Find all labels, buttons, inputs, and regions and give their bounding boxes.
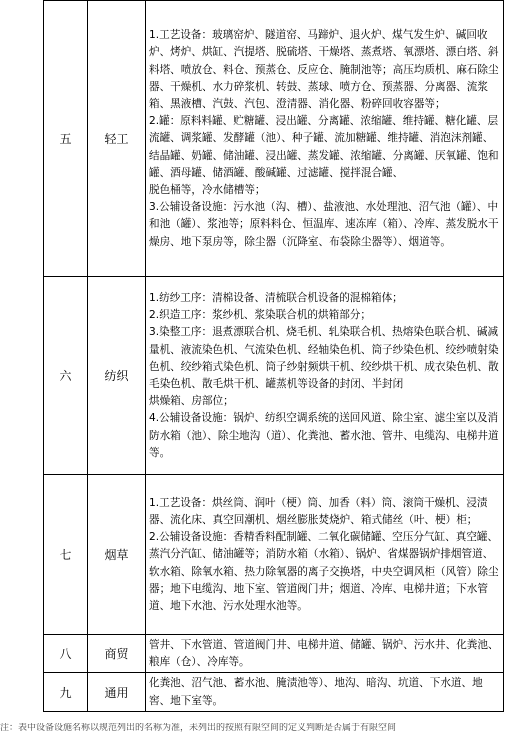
content-paragraph: 管井、下水管道、管道阀门井、电梯井道、储罐、锅炉、污水井、化粪池、粮库（仓）、冷库等。 (149, 639, 499, 669)
content-paragraph: 1.工艺设备：玻璃窑炉、隧道窑、马蹄炉、退火炉、煤气发生炉、碱回收炉、烤炉、烘缸、汽提塔、脱硫塔、干燥塔、蒸煮塔、氧漂塔、漂白塔、斜料塔、喷放仓、料仓、预蒸仓、反应仓、腌制池等；高压均质机、麻石除尘器、干燥机、水力碎浆机、转鼓、蒸球、喷方仓、预蒸器、分离器、流浆箱、黑液槽、汽鼓、汽包、澄清器、消化器、粉碎回收容器等； (149, 29, 499, 110)
content-paragraph: 2.织造工序：浆纱机、浆染联合机的烘箱部分； (149, 309, 371, 322)
row-category: 商贸 (88, 635, 146, 673)
content-paragraph: 4.公辅设备设施：锅炉、纺织空调系统的送回风道、除尘室、滤尘室以及消防水箱（池）、除尘地沟（道）、化粪池、蓄水池、管井、电缆沟、电梯井道等。 (149, 412, 499, 459)
table-row (44, 635, 504, 673)
row-category: 轻工 (88, 1, 146, 277)
table-row (44, 475, 504, 635)
content-paragraph: 3.染整工序：退煮漂联合机、烧毛机、轧染联合机、热熔染色联合机、碱减量机、液流染色机、气流染色机、经轴染色机、筒子纱染色机、绞纱喷射染色机、绞纱箱式染色机、筒子纱射频烘干机、绞纱烘干机、成衣染色机、散毛染色机、散毛烘干机、罐蒸机等设备的封闭、半封闭 (149, 326, 499, 390)
content-paragraph: 脱色桶等，冷水储槽等； (149, 184, 266, 196)
row-category: 烟草 (88, 475, 146, 635)
content-paragraph: 化粪池、沼气池、蓄水池、腌渍池等）、地沟、暗沟、坑道、下水道、地窖、地下室等。 (149, 677, 483, 707)
content-paragraph: 1.纺纱工序：清棉设备、清梳联合机设备的混棉箱体； (149, 291, 403, 304)
row-content (146, 635, 504, 673)
table-row (44, 277, 504, 475)
content-paragraph: 烘燥箱、房部位； (149, 395, 234, 408)
table-row (44, 1, 504, 277)
row-content (146, 475, 504, 635)
row-content (146, 673, 504, 711)
row-category: 纺织 (88, 277, 146, 475)
row-number: 五 (44, 1, 88, 277)
content-paragraph: 3.公辅设备设施：污水池（沟、槽）、盐液池、水处理池、沼气池（罐）、中和池（罐）、浆池等；原料料仓、恒温库、速冻库（箱）、冷库、蒸发脱水干燥房、地下泵房等，除尘器（沉降室、布袋除尘器等）、烟道等。 (149, 201, 499, 248)
row-number: 八 (44, 635, 88, 673)
table-footnote: 注：表中设备设施名称以规范列出的名称为准，未列出的按照有限空间的定义判断是否属于有限空间 (0, 723, 397, 733)
row-category: 通用 (88, 673, 146, 711)
content-paragraph: 2.罐：原料料罐、贮糖罐、浸出罐、分离罐、浓缩罐、维持罐、糖化罐、层流罐、调浆罐、发酵罐（池）、种子罐、流加糖罐、维持罐、消泡沫剂罐、结晶罐、奶罐、储油罐、浸出罐、蒸发罐、浓缩罐、分离罐、厌氧罐、饱和罐、酒母罐、储酒罐、酸碱罐、过滤罐、搅拌混合罐、 (149, 115, 499, 179)
content-paragraph: 2.公辅设备设施：香精香料配制罐、二氧化碳储罐、空压分气缸、真空罐、蒸汽分汽缸、储油罐等；消防水箱（水箱）、锅炉、省煤器锅炉排烟管道、软水箱、除氧水箱、热力除氧器的离子交换塔，中央空调风柜（风管）除尘器；地下电缆沟、地下室、管道阀门井；烟道、冷库、电梯井道；下水管道、地下水池、污水处理水池等。 (149, 531, 499, 612)
row-number: 六 (44, 277, 88, 475)
content-paragraph: 1.工艺设备：烘丝筒、润叶（梗）筒、加香（料）筒、滚筒干燥机、浸渍器、流化床、真空回潮机、烟丝膨胀焚烧炉、箱式储丝（叶、梗）柜； (149, 496, 488, 526)
table-row (44, 673, 504, 711)
row-content (146, 1, 504, 277)
row-content (146, 277, 504, 475)
row-number: 九 (44, 673, 88, 711)
row-number: 七 (44, 475, 88, 635)
confined-space-table (43, 0, 504, 712)
